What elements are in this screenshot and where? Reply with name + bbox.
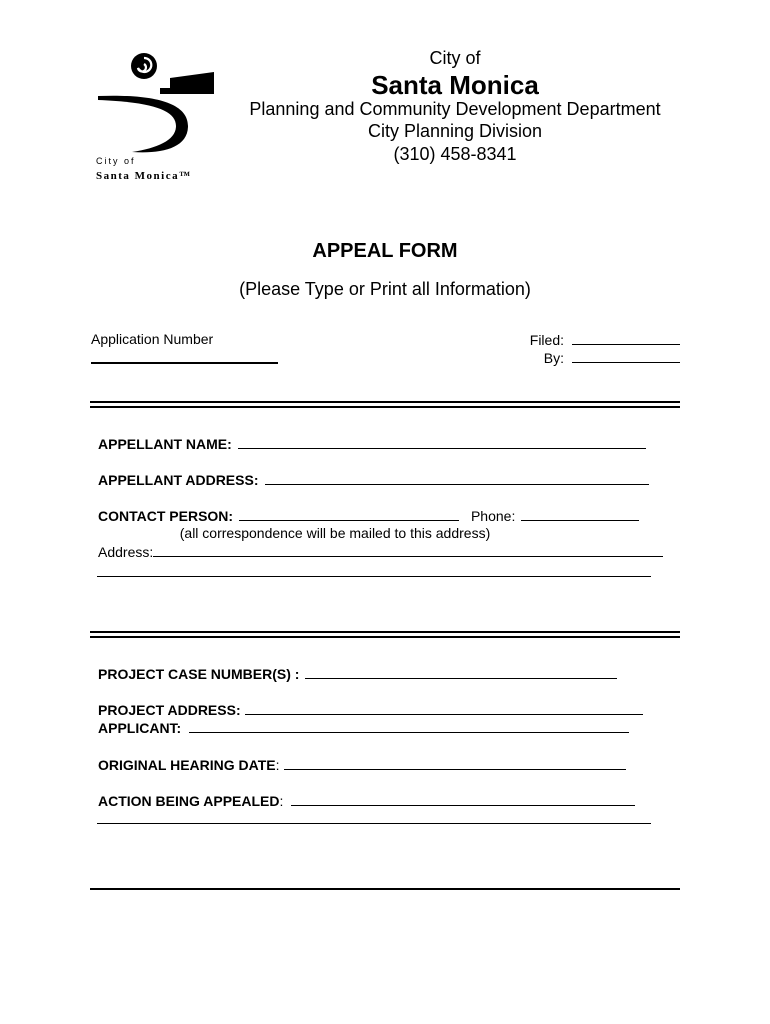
city-logo	[92, 48, 222, 188]
project-case-number-row	[98, 664, 617, 682]
contact-person-field[interactable]	[239, 506, 459, 521]
mailing-address-field[interactable]	[153, 542, 663, 557]
mailing-address-label: Address:	[98, 544, 154, 560]
project-address-field[interactable]	[245, 700, 643, 715]
header-department: Planning and Community Development Department	[249, 99, 661, 119]
by-row	[530, 349, 680, 367]
appellant-address-field[interactable]	[265, 470, 649, 485]
mailing-address-field-line2[interactable]	[97, 576, 651, 577]
applicant-row	[98, 718, 629, 736]
contact-person-row	[98, 506, 639, 524]
applicant-label: APPLICANT:	[98, 720, 182, 736]
by-field[interactable]	[572, 350, 680, 363]
action-appealed-label: ACTION BEING APPEALED	[98, 793, 280, 809]
hearing-date-field[interactable]	[284, 755, 626, 770]
appellant-name-label: APPELLANT NAME:	[98, 436, 232, 452]
header-phone: (310) 458-8341	[393, 144, 517, 164]
hearing-date-row: ORIGINAL HEARING DATE:	[98, 755, 626, 773]
section-divider	[90, 401, 680, 408]
form-subtitle: (Please Type or Print all Information)	[239, 279, 531, 299]
appellant-address-label: APPELLANT ADDRESS:	[98, 472, 259, 488]
filed-block	[530, 331, 680, 367]
logo-city-of-text: City of	[96, 156, 136, 166]
hearing-date-label: ORIGINAL HEARING DATE	[98, 757, 276, 773]
appellant-name-row	[98, 434, 646, 452]
correspondence-note: (all correspondence will be mailed to this address)	[179, 525, 491, 541]
action-appealed-field[interactable]	[291, 791, 635, 806]
filed-field[interactable]	[572, 332, 680, 345]
bottom-rule	[90, 888, 680, 890]
project-case-number-label: PROJECT CASE NUMBER(S) :	[98, 666, 300, 682]
header-division: City Planning Division	[367, 121, 543, 141]
applicant-field[interactable]	[189, 718, 629, 733]
phone-label: Phone:	[470, 508, 516, 524]
project-case-number-field[interactable]	[305, 664, 617, 679]
filed-label: Filed:	[529, 332, 564, 348]
appellant-address-row	[98, 470, 649, 488]
project-address-row	[98, 700, 643, 718]
action-appealed-row: ACTION BEING APPEALED:	[98, 791, 635, 809]
phone-field[interactable]	[521, 506, 639, 521]
project-address-label: PROJECT ADDRESS:	[98, 702, 241, 718]
section-divider	[90, 631, 680, 638]
application-number-label: Application Number	[91, 331, 214, 347]
filed-row	[530, 331, 680, 349]
application-number-field[interactable]	[91, 362, 278, 364]
mailing-address-row	[98, 542, 663, 560]
santa-monica-wave-icon	[92, 48, 222, 158]
form-title: APPEAL FORM	[312, 240, 458, 262]
header-city-name: Santa Monica	[371, 70, 539, 100]
appellant-name-field[interactable]	[238, 434, 646, 449]
action-appealed-field-line2[interactable]	[97, 823, 651, 824]
header-city-of: City of	[429, 48, 481, 68]
by-label: By:	[543, 350, 564, 366]
contact-person-label: CONTACT PERSON:	[98, 508, 234, 524]
logo-santa-monica-text: Santa Monica™	[96, 170, 192, 182]
